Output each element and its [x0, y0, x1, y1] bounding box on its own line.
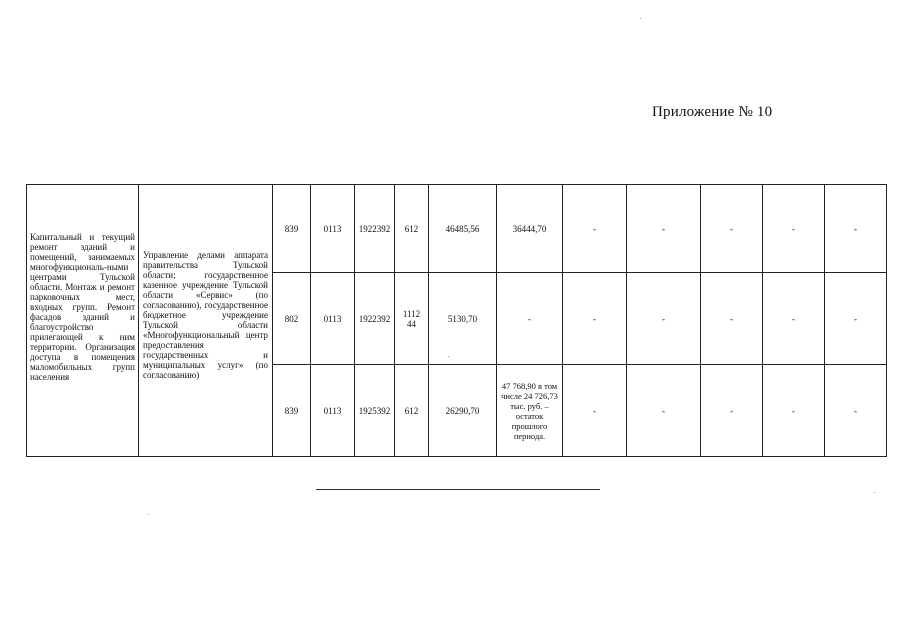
dash-cell: - [825, 185, 887, 273]
dash-cell: - [763, 185, 825, 273]
target-cell: 1922392 [355, 185, 395, 273]
next-period-cell: - [497, 273, 563, 365]
scan-speck [448, 356, 449, 357]
type-cell: 1112 44 [395, 273, 429, 365]
description-cell [27, 185, 139, 457]
dash-cell: - [825, 365, 887, 457]
type-cell: 612 [395, 365, 429, 457]
dash-cell: - [701, 185, 763, 273]
table-row [27, 185, 887, 273]
code-cell: 839 [273, 185, 311, 273]
agency-text: Управление делами аппарата правительства Тульской области; государственное казенное учреждение Тульской области «Сервис» (по согласованию), государственное бюджетное учреждение Тульской области «Многофункциональный центр предоставления государственных и муниципальных услуг» (по согласованию) [143, 249, 268, 380]
dash-cell: - [563, 365, 627, 457]
sum-cell: 26290,70 [429, 365, 497, 457]
section-cell: 0113 [311, 365, 355, 457]
description-text: Капитальный и текущий ремонт зданий и помещений, занимаемых многофункциональ-ными центрами Тульской области. Монтаж и ремонт парковочных мест, входных групп. Ремонт фасадов зданий и благоустройство прилегающей к ним территории. Организация доступа в помещения маломобильных групп населения [30, 231, 135, 382]
dash-cell: - [701, 365, 763, 457]
signature-rule [316, 489, 600, 490]
dash-cell: - [563, 185, 627, 273]
dash-cell: - [627, 273, 701, 365]
dash-cell: - [563, 273, 627, 365]
scan-speck [640, 18, 641, 19]
section-cell: 0113 [311, 273, 355, 365]
dash-cell: - [627, 185, 701, 273]
scan-speck [148, 514, 149, 515]
type-cell: 612 [395, 185, 429, 273]
next-period-cell: 36444,70 [497, 185, 563, 273]
dash-cell: - [701, 273, 763, 365]
section-cell: 0113 [311, 185, 355, 273]
dash-cell: - [763, 273, 825, 365]
sum-cell: 46485,56 [429, 185, 497, 273]
target-cell: 1925392 [355, 365, 395, 457]
code-cell: 802 [273, 273, 311, 365]
code-cell: 839 [273, 365, 311, 457]
scan-speck [874, 492, 875, 493]
sum-cell: 5130,70 [429, 273, 497, 365]
agency-cell [139, 185, 273, 457]
dash-cell: - [763, 365, 825, 457]
target-cell: 1922392 [355, 273, 395, 365]
next-period-cell: 47 768,90 в том числе 24 726,73 тыс. руб. – остаток прошлого периода. [497, 365, 563, 457]
dash-cell: - [627, 365, 701, 457]
budget-table [26, 184, 887, 457]
appendix-heading: Приложение № 10 [652, 104, 773, 120]
dash-cell: - [825, 273, 887, 365]
